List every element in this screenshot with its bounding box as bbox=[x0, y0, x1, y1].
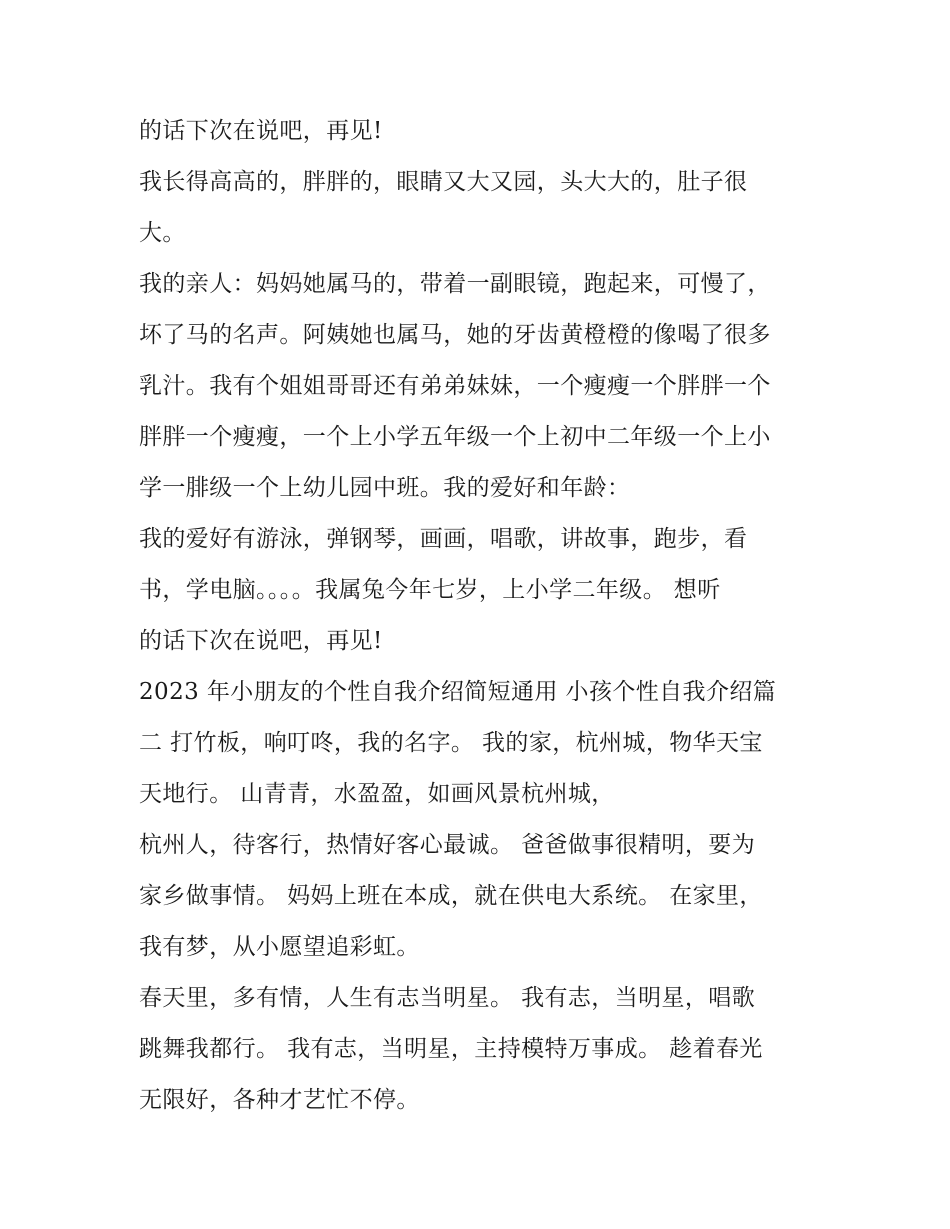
text-line: 跳舞我都行。 我有志，当明星，主持模特万事成。 趁着春光 bbox=[139, 1036, 763, 1062]
section-heading-line: 2023 年小朋友的个性自我介绍简短通用 小孩个性自我介绍篇 bbox=[139, 679, 777, 705]
text-line: 的话下次在说吧，再见! bbox=[139, 118, 383, 144]
text-line: 书，学电脑。。。。我属兔今年七岁，上小学二年级。 想听 bbox=[139, 577, 721, 603]
text-line: 坏了马的名声。阿姨她也属马，她的牙齿黄橙橙的像喝了很多 bbox=[139, 322, 771, 348]
document-body bbox=[139, 106, 819, 1126]
text-line: 学一腓级一个上幼儿园中班。我的爱好和年龄： bbox=[139, 475, 631, 501]
text-line: 我有梦，从小愿望追彩虹。 bbox=[139, 934, 420, 960]
text-line: 我的爱好有游泳，弹钢琴，画画，唱歌，讲故事，跑步，看 bbox=[139, 526, 748, 552]
text-line: 大。 bbox=[139, 220, 186, 246]
text-line: 的话下次在说吧，再见! bbox=[139, 628, 383, 654]
text-line: 无限好，各种才艺忙不停。 bbox=[139, 1087, 420, 1113]
text-line: 二 打竹板，响叮咚，我的名字。 我的家，杭州城，物华天宝 bbox=[139, 730, 763, 756]
text-line: 家乡做事情。 妈妈上班在本成，就在供电大系统。 在家里， bbox=[139, 883, 763, 909]
text-line: 乳汁。我有个姐姐哥哥还有弟弟妹妹，一个瘦瘦一个胖胖一个 bbox=[139, 373, 771, 399]
text-line: 杭州人，待客行，热情好客心最诚。 爸爸做事很精明，要为 bbox=[139, 832, 756, 858]
text-line: 春天里，多有情，人生有志当明星。 我有志，当明星，唱歌 bbox=[139, 985, 756, 1011]
text-line: 我的亲人：妈妈她属马的，带着一副眼镜，跑起来，可慢了， bbox=[139, 271, 771, 297]
text-line: 我长得高高的，胖胖的，眼睛又大又园，头大大的，肚子很 bbox=[139, 169, 748, 195]
text-line: 天地行。 山青青，水盈盈，如画风景杭州城， bbox=[139, 781, 615, 807]
text-line: 胖胖一个瘦瘦，一个上小学五年级一个上初中二年级一个上小 bbox=[139, 424, 771, 450]
